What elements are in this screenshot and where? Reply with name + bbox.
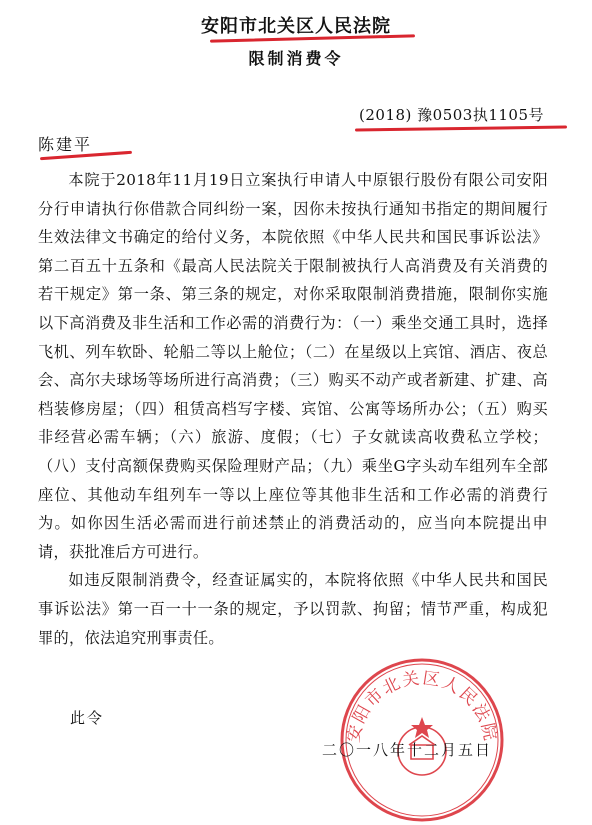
case-number-underline [355,126,567,132]
recipient-name: 陈建平 [38,135,93,154]
document-body [38,166,548,652]
court-name: 安阳市北关区人民法院 [201,16,391,37]
issue-date: 二〇一八年十二月五日 [322,741,493,759]
closing-statement: 此令 [70,709,105,727]
body-paragraph-1: 本院于2018年11月19日立案执行申请人中原银行股份有限公司安阳分行申请执行你借款合同纠纷一案，因你未按执行通知书指定的期间履行生效法律文书确定的给付义务，本院依照《中华人民共和国民事诉讼法》第二百五十五条和《最高人民法院关于限制被执行人高消费及有关消费的若干规定》第一条、第三条的规定，对你采取限制消费措施，限制你实施以下高消费及非生活和工作必需的消费行为：（一）乘坐交通工具时，选择飞机、列车软卧、轮船二等以上舱位；（二）在星级以上宾馆、酒店、夜总会、高尔夫球场等场所进行高消费；（三）购买不动产或者新建、扩建、高档装修房屋；（四）租赁高档写字楼、宾馆、公寓等场所办公；（五）购买非经营必需车辆；（六）旅游、度假；（七）子女就读高收费私立学校；（八）支付高额保费购买保险理财产品；（九）乘坐G字头动车组列车全部座位、其他动车组列车一等以上座位等其他非生活和工作必需的消费行为。如你因生活必需而进行前述禁止的消费活动的，应当向本院提出申请，获批准后方可进行。 [38,171,548,561]
seal-text: 安阳市北关区人民法院 [343,668,501,745]
body-paragraph-2: 如违反限制消费令，经查证属实的，本院将依照《中华人民共和国民事诉讼法》第一百一十一条的规定，予以罚款、拘留；情节严重，构成犯罪的，依法追究刑事责任。 [38,571,548,647]
case-number: (2018) 豫0503执1105号 [359,106,544,124]
document-title: 限制消费令 [248,49,344,68]
